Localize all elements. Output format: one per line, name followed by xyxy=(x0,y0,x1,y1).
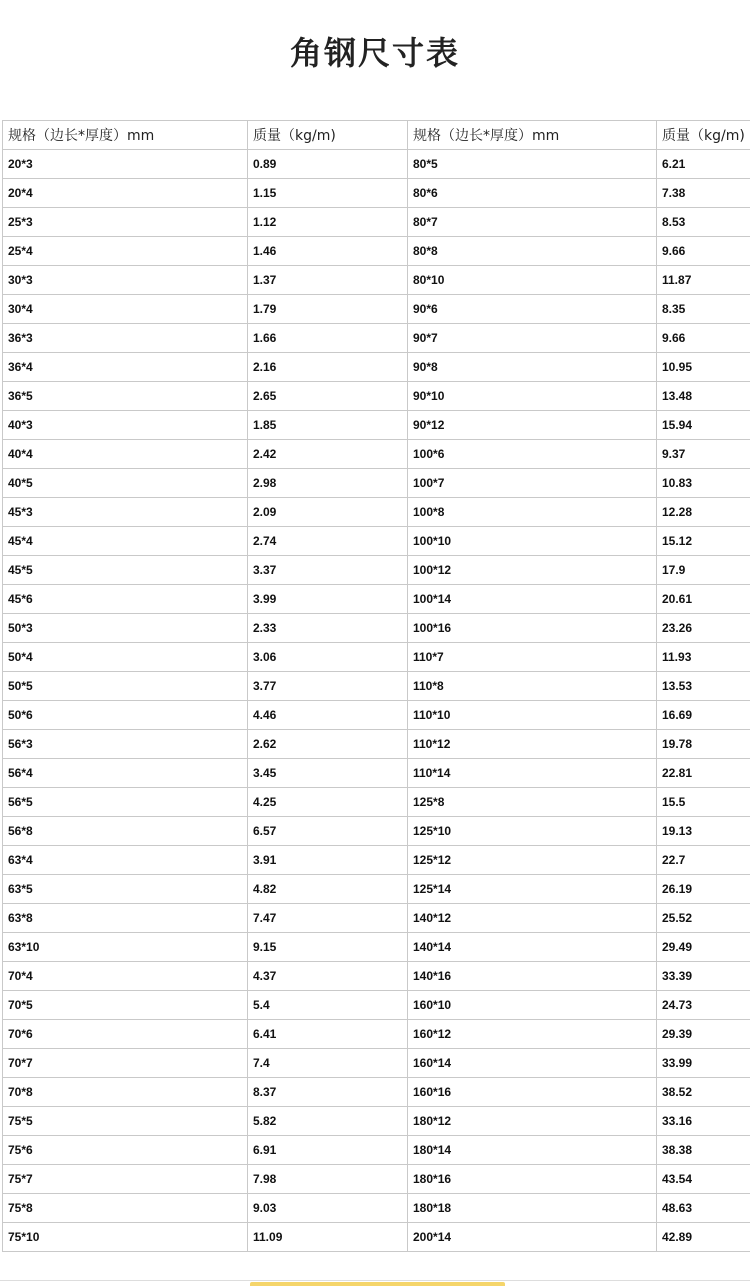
table-row xyxy=(3,324,750,353)
cell-spec: 20*4 xyxy=(3,179,248,208)
cell-mass: 1.37 xyxy=(248,266,408,295)
cell-mass: 33.39 xyxy=(657,962,750,991)
cell-mass: 13.53 xyxy=(657,672,750,701)
cell-mass: 2.09 xyxy=(248,498,408,527)
cell-spec: 70*8 xyxy=(3,1078,248,1107)
table-row xyxy=(3,208,750,237)
cell-mass: 11.87 xyxy=(657,266,750,295)
table-row xyxy=(3,1194,750,1223)
cell-spec: 110*10 xyxy=(408,701,657,730)
cell-spec: 36*5 xyxy=(3,382,248,411)
table-row xyxy=(3,585,750,614)
cell-spec: 70*6 xyxy=(3,1020,248,1049)
cell-spec: 63*5 xyxy=(3,875,248,904)
table-row xyxy=(3,672,750,701)
cell-spec: 80*8 xyxy=(408,237,657,266)
table-row xyxy=(3,150,750,179)
cell-spec: 110*14 xyxy=(408,759,657,788)
cell-mass: 3.91 xyxy=(248,846,408,875)
cell-spec: 140*12 xyxy=(408,904,657,933)
cell-mass: 20.61 xyxy=(657,585,750,614)
table-row xyxy=(3,1078,750,1107)
cell-spec: 80*6 xyxy=(408,179,657,208)
header-mass: 质量（kg/m) xyxy=(248,121,408,150)
cell-mass: 1.79 xyxy=(248,295,408,324)
cell-spec: 20*3 xyxy=(3,150,248,179)
table-row xyxy=(3,237,750,266)
cell-spec: 75*6 xyxy=(3,1136,248,1165)
cell-spec: 70*4 xyxy=(3,962,248,991)
cell-spec: 56*5 xyxy=(3,788,248,817)
cell-spec: 140*14 xyxy=(408,933,657,962)
cell-spec: 63*10 xyxy=(3,933,248,962)
cell-mass: 12.28 xyxy=(657,498,750,527)
cell-mass: 3.45 xyxy=(248,759,408,788)
cell-spec: 50*3 xyxy=(3,614,248,643)
cell-spec: 100*7 xyxy=(408,469,657,498)
cell-spec: 110*12 xyxy=(408,730,657,759)
table-row xyxy=(3,788,750,817)
cell-spec: 40*3 xyxy=(3,411,248,440)
cell-spec: 140*16 xyxy=(408,962,657,991)
table-row xyxy=(3,527,750,556)
cell-spec: 125*8 xyxy=(408,788,657,817)
cell-mass: 15.12 xyxy=(657,527,750,556)
angle-steel-table xyxy=(2,120,750,1252)
cell-mass: 9.15 xyxy=(248,933,408,962)
cell-spec: 40*5 xyxy=(3,469,248,498)
cell-mass: 4.46 xyxy=(248,701,408,730)
cell-spec: 80*5 xyxy=(408,150,657,179)
cell-spec: 63*8 xyxy=(3,904,248,933)
cell-mass: 5.4 xyxy=(248,991,408,1020)
cell-mass: 8.37 xyxy=(248,1078,408,1107)
cell-mass: 26.19 xyxy=(657,875,750,904)
header-spec: 规格（边长*厚度）mm xyxy=(408,121,657,150)
table-row xyxy=(3,556,750,585)
page-title: 角钢尺寸表 xyxy=(289,34,460,72)
cell-mass: 5.82 xyxy=(248,1107,408,1136)
cell-spec: 180*14 xyxy=(408,1136,657,1165)
cell-spec: 70*7 xyxy=(3,1049,248,1078)
cell-spec: 100*6 xyxy=(408,440,657,469)
table-row xyxy=(3,875,750,904)
cell-mass: 15.94 xyxy=(657,411,750,440)
table-row xyxy=(3,701,750,730)
cell-mass: 6.41 xyxy=(248,1020,408,1049)
cell-mass: 9.03 xyxy=(248,1194,408,1223)
cell-mass: 22.7 xyxy=(657,846,750,875)
cell-mass: 10.95 xyxy=(657,353,750,382)
cell-spec: 70*5 xyxy=(3,991,248,1020)
cell-spec: 56*8 xyxy=(3,817,248,846)
cell-mass: 1.66 xyxy=(248,324,408,353)
cell-mass: 2.16 xyxy=(248,353,408,382)
table-row xyxy=(3,382,750,411)
cell-spec: 90*8 xyxy=(408,353,657,382)
cell-mass: 42.89 xyxy=(657,1223,750,1252)
table-row xyxy=(3,933,750,962)
cell-spec: 160*16 xyxy=(408,1078,657,1107)
cell-spec: 45*3 xyxy=(3,498,248,527)
table-row xyxy=(3,730,750,759)
cell-mass: 2.62 xyxy=(248,730,408,759)
cell-mass: 3.77 xyxy=(248,672,408,701)
cell-mass: 7.98 xyxy=(248,1165,408,1194)
cell-spec: 75*8 xyxy=(3,1194,248,1223)
cell-mass: 2.74 xyxy=(248,527,408,556)
cell-mass: 48.63 xyxy=(657,1194,750,1223)
cell-spec: 25*4 xyxy=(3,237,248,266)
cell-spec: 100*8 xyxy=(408,498,657,527)
cell-mass: 0.89 xyxy=(248,150,408,179)
cell-mass: 7.47 xyxy=(248,904,408,933)
table-row xyxy=(3,498,750,527)
cell-spec: 75*7 xyxy=(3,1165,248,1194)
cell-spec: 75*5 xyxy=(3,1107,248,1136)
cell-spec: 110*7 xyxy=(408,643,657,672)
cell-spec: 63*4 xyxy=(3,846,248,875)
cell-mass: 6.57 xyxy=(248,817,408,846)
cell-spec: 56*3 xyxy=(3,730,248,759)
table-row xyxy=(3,904,750,933)
footer-accent-bar xyxy=(250,1282,505,1286)
cell-mass: 24.73 xyxy=(657,991,750,1020)
cell-mass: 11.93 xyxy=(657,643,750,672)
cell-mass: 3.99 xyxy=(248,585,408,614)
table-row xyxy=(3,411,750,440)
cell-spec: 45*6 xyxy=(3,585,248,614)
cell-mass: 2.65 xyxy=(248,382,408,411)
cell-spec: 45*5 xyxy=(3,556,248,585)
cell-spec: 45*4 xyxy=(3,527,248,556)
cell-spec: 90*7 xyxy=(408,324,657,353)
table-row xyxy=(3,179,750,208)
cell-mass: 6.91 xyxy=(248,1136,408,1165)
cell-spec: 50*4 xyxy=(3,643,248,672)
cell-spec: 125*10 xyxy=(408,817,657,846)
cell-mass: 13.48 xyxy=(657,382,750,411)
cell-spec: 180*16 xyxy=(408,1165,657,1194)
cell-mass: 9.66 xyxy=(657,237,750,266)
cell-mass: 2.33 xyxy=(248,614,408,643)
table-row xyxy=(3,962,750,991)
cell-mass: 4.82 xyxy=(248,875,408,904)
cell-mass: 15.5 xyxy=(657,788,750,817)
table-row xyxy=(3,295,750,324)
cell-spec: 30*3 xyxy=(3,266,248,295)
cell-spec: 90*12 xyxy=(408,411,657,440)
cell-mass: 2.42 xyxy=(248,440,408,469)
cell-mass: 19.13 xyxy=(657,817,750,846)
cell-mass: 33.16 xyxy=(657,1107,750,1136)
footer-divider xyxy=(0,1280,750,1281)
cell-spec: 90*10 xyxy=(408,382,657,411)
table-row xyxy=(3,614,750,643)
cell-mass: 29.39 xyxy=(657,1020,750,1049)
table-row xyxy=(3,846,750,875)
cell-spec: 125*14 xyxy=(408,875,657,904)
cell-mass: 17.9 xyxy=(657,556,750,585)
cell-mass: 4.37 xyxy=(248,962,408,991)
cell-mass: 33.99 xyxy=(657,1049,750,1078)
table-header-row xyxy=(3,121,750,150)
cell-spec: 180*12 xyxy=(408,1107,657,1136)
cell-mass: 43.54 xyxy=(657,1165,750,1194)
table-row xyxy=(3,1136,750,1165)
cell-spec: 40*4 xyxy=(3,440,248,469)
cell-mass: 25.52 xyxy=(657,904,750,933)
table-row xyxy=(3,266,750,295)
cell-mass: 8.35 xyxy=(657,295,750,324)
cell-mass: 3.37 xyxy=(248,556,408,585)
cell-spec: 125*12 xyxy=(408,846,657,875)
cell-mass: 1.85 xyxy=(248,411,408,440)
table-row xyxy=(3,643,750,672)
cell-spec: 80*7 xyxy=(408,208,657,237)
table-row xyxy=(3,1223,750,1252)
cell-spec: 100*10 xyxy=(408,527,657,556)
table-row xyxy=(3,1165,750,1194)
cell-mass: 16.69 xyxy=(657,701,750,730)
cell-mass: 8.53 xyxy=(657,208,750,237)
cell-spec: 30*4 xyxy=(3,295,248,324)
cell-spec: 56*4 xyxy=(3,759,248,788)
cell-spec: 160*14 xyxy=(408,1049,657,1078)
cell-mass: 1.12 xyxy=(248,208,408,237)
cell-mass: 22.81 xyxy=(657,759,750,788)
table-row xyxy=(3,1049,750,1078)
cell-spec: 110*8 xyxy=(408,672,657,701)
cell-spec: 50*6 xyxy=(3,701,248,730)
cell-mass: 23.26 xyxy=(657,614,750,643)
table-row xyxy=(3,1020,750,1049)
table-row xyxy=(3,817,750,846)
cell-mass: 1.15 xyxy=(248,179,408,208)
table-row xyxy=(3,440,750,469)
cell-mass: 38.52 xyxy=(657,1078,750,1107)
cell-spec: 180*18 xyxy=(408,1194,657,1223)
cell-mass: 38.38 xyxy=(657,1136,750,1165)
cell-spec: 100*14 xyxy=(408,585,657,614)
table-row xyxy=(3,353,750,382)
cell-spec: 36*3 xyxy=(3,324,248,353)
table-row xyxy=(3,759,750,788)
header-spec: 规格（边长*厚度）mm xyxy=(3,121,248,150)
table-row xyxy=(3,469,750,498)
table-row xyxy=(3,991,750,1020)
cell-mass: 3.06 xyxy=(248,643,408,672)
cell-spec: 80*10 xyxy=(408,266,657,295)
cell-spec: 160*10 xyxy=(408,991,657,1020)
cell-spec: 160*12 xyxy=(408,1020,657,1049)
cell-mass: 29.49 xyxy=(657,933,750,962)
cell-spec: 50*5 xyxy=(3,672,248,701)
cell-mass: 7.38 xyxy=(657,179,750,208)
cell-spec: 100*12 xyxy=(408,556,657,585)
cell-mass: 11.09 xyxy=(248,1223,408,1252)
cell-spec: 100*16 xyxy=(408,614,657,643)
cell-mass: 7.4 xyxy=(248,1049,408,1078)
table-body xyxy=(3,150,750,1252)
cell-mass: 10.83 xyxy=(657,469,750,498)
cell-mass: 2.98 xyxy=(248,469,408,498)
table-row xyxy=(3,1107,750,1136)
header-mass: 质量（kg/m) xyxy=(657,121,750,150)
cell-spec: 75*10 xyxy=(3,1223,248,1252)
cell-spec: 90*6 xyxy=(408,295,657,324)
cell-mass: 6.21 xyxy=(657,150,750,179)
cell-mass: 9.66 xyxy=(657,324,750,353)
cell-spec: 36*4 xyxy=(3,353,248,382)
cell-mass: 19.78 xyxy=(657,730,750,759)
cell-spec: 200*14 xyxy=(408,1223,657,1252)
cell-mass: 9.37 xyxy=(657,440,750,469)
cell-mass: 1.46 xyxy=(248,237,408,266)
cell-spec: 25*3 xyxy=(3,208,248,237)
cell-mass: 4.25 xyxy=(248,788,408,817)
